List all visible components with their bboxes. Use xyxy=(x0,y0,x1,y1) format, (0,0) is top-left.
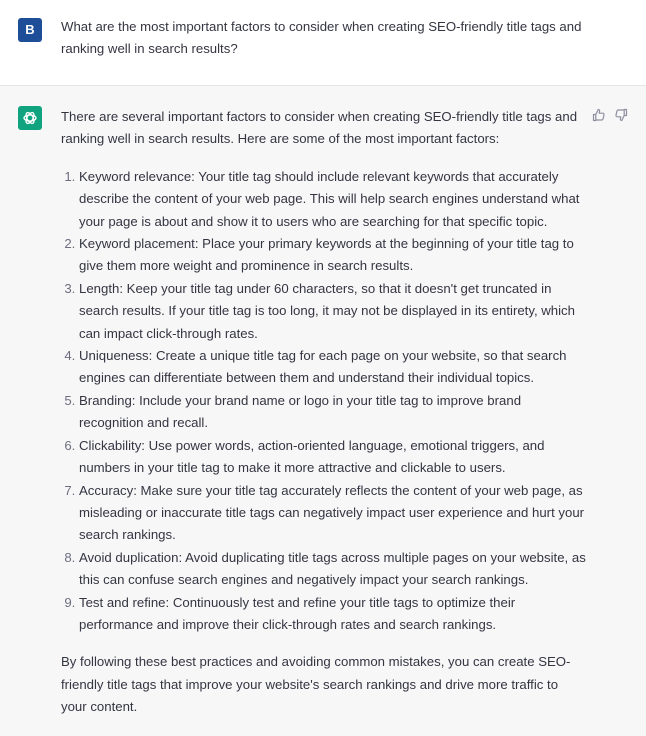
feedback-buttons xyxy=(592,108,628,122)
thumbs-up-icon[interactable] xyxy=(592,108,606,122)
answer-intro: There are several important factors to consider when creating SEO-friendly title tags and ranking well in search results. Here are some of the most important factors: xyxy=(61,109,578,147)
list-item: 2. Keyword placement: Place your primary keywords at the beginning of your title tag to give them more weight and prominence in search results. xyxy=(79,233,586,278)
list-item: 8. Avoid duplication: Avoid duplicating title tags across multiple pages on your website, as this can confuse search engines and negatively impact your search rankings. xyxy=(79,547,586,592)
factor-list xyxy=(61,166,586,637)
openai-logo-icon xyxy=(18,106,42,130)
answer-outro: By following these best practices and avoiding common mistakes, you can create SEO-friendly title tags that improve your website's search rankings and drive more traffic to your content. xyxy=(61,654,571,715)
assistant-message-text xyxy=(61,106,586,719)
user-message-row xyxy=(0,0,646,86)
user-message-text: What are the most important factors to consider when creating SEO-friendly title tags and ranking well in search results? xyxy=(61,19,582,57)
assistant-message-row xyxy=(0,86,646,736)
list-item: 7. Accuracy: Make sure your title tag accurately reflects the content of your web page, as misleading or inaccurate title tags can negatively impact user experience and hurt your search rankings. xyxy=(79,480,586,547)
list-item: 4. Uniqueness: Create a unique title tag for each page on your website, so that search engines can differentiate between them and understand their individual topics. xyxy=(79,345,586,390)
list-item: 6. Clickability: Use power words, action-oriented language, emotional triggers, and numbers in your title tag to make it more attractive and clickable to users. xyxy=(79,435,586,480)
list-item: 3. Length: Keep your title tag under 60 characters, so that it doesn't get truncated in search results. If your title tag is too long, it may not be displayed in its entirety, which can impact click-through rates. xyxy=(79,278,586,345)
user-avatar: B xyxy=(18,18,42,42)
list-item: 9. Test and refine: Continuously test and refine your title tags to optimize their performance and improve their click-through rates and search rankings. xyxy=(79,592,586,637)
thumbs-down-icon[interactable] xyxy=(614,108,628,122)
list-item: 1. Keyword relevance: Your title tag should include relevant keywords that accurately describe the content of your web page. This will help search engines understand what your page is about and show it to users who are searching for that specific topic. xyxy=(79,166,586,233)
list-item: 5. Branding: Include your brand name or logo in your title tag to improve brand recognition and recall. xyxy=(79,390,586,435)
